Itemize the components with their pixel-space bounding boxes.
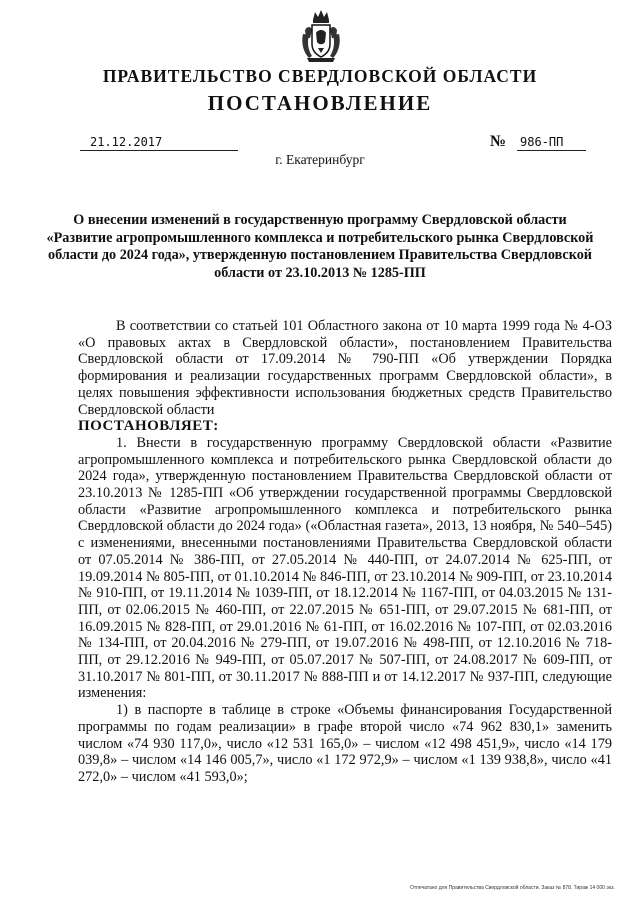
preamble-paragraph: В соответствии со статьей 101 Областного закона от 10 марта 1999 года № 4-ОЗ «О правовых актах в Свердловской области», постановлением Правительства Свердловской области от 17.09.2014 № 790-ПП «Об утверждении Порядка формирования и реализации государственных программ Свердловской области», в целях повышения эффективности использования бюджетных средств Правительство Свердловской области	[78, 318, 612, 418]
government-title: ПРАВИТЕЛЬСТВО СВЕРДЛОВСКОЙ ОБЛАСТИ	[102, 66, 538, 86]
city-label: г. Екатеринбург	[275, 152, 365, 167]
number-label: №	[490, 133, 507, 150]
print-footnote: Отпечатано для Правительства Свердловской области. Заказ № 878. Тираж 14 000 экз.	[410, 885, 615, 891]
resolves-label: ПОСТАНОВЛЯЕТ:	[78, 418, 219, 435]
coat-of-arms-emblem	[299, 8, 343, 64]
document-body	[78, 318, 612, 786]
document-number: 986-ПП	[517, 135, 586, 151]
item-1-subitem-1-paragraph: 1) в паспорте в таблице в строке «Объемы финансирования Государственной программы по годам реализации» в графе второй число «74 962 830,1» заменить числом «74 930 117,0», число «12 531 165,0» – числом «12 498 451,9», число «14 179 039,8» – числом «14 146 005,7», число «1 172 972,9» – числом «1 139 938,8», число «41 272,0» – числом «41 593,0»;	[78, 702, 612, 785]
document-date: 21.12.2017	[80, 135, 238, 151]
resolution-heading: О внесении изменений в государственную программу Свердловской области «Развитие агропромышленного комплекса и потребительского рынка Свердловской области до 2024 года», утвержденную постановлением Правительства Свердловской области от 23.10.2013 № 1285-ПП	[46, 212, 594, 281]
document-type-title: ПОСТАНОВЛЕНИЕ	[207, 91, 433, 115]
item-1-paragraph: 1. Внести в государственную программу Свердловской области «Развитие агропромышленного комплекса и потребительского рынка Свердловской области до 2024 года», утвержденную постановлением Правительства Свердловской области от 23.10.2013 № 1285-ПП «Об утверждении государственной программы Свердловской области «Развитие агропромышленного комплекса и потребительского рынка Свердловской области до 2024 года» («Областная газета», 2013, 13 ноября, № 540–545) с изменениями, внесенными постановлениями Правительства Свердловской области от 07.05.2014 № 386-ПП, от 27.05.2014 № 440-ПП, от 24.07.2014 № 625-ПП, от 19.09.2014 № 805-ПП, от 01.10.2014 № 846-ПП, от 23.10.2014 № 909-ПП, от 23.10.2014 № 910-ПП, от 19.11.2014 № 1039-ПП, от 18.12.2014 № 1167-ПП, от 04.03.2015 № 131-ПП, от 02.06.2015 № 460-ПП, от 22.07.2015 № 651-ПП, от 29.07.2015 № 681-ПП, от 16.09.2015 № 828-ПП, от 29.01.2016 № 61-ПП, от 16.02.2016 № 107-ПП, от 02.03.2016 № 134-ПП, от 20.04.2016 № 279-ПП, от 19.07.2016 № 498-ПП, от 12.10.2016 № 718-ПП, от 29.12.2016 № 949-ПП, от 05.07.2017 № 507-ПП, от 24.08.2017 № 609-ПП, от 31.10.2017 № 801-ПП, от 30.11.2017 № 888-ПП и от 14.12.2017 № 937-ПП, следующие изменения:	[78, 434, 612, 702]
